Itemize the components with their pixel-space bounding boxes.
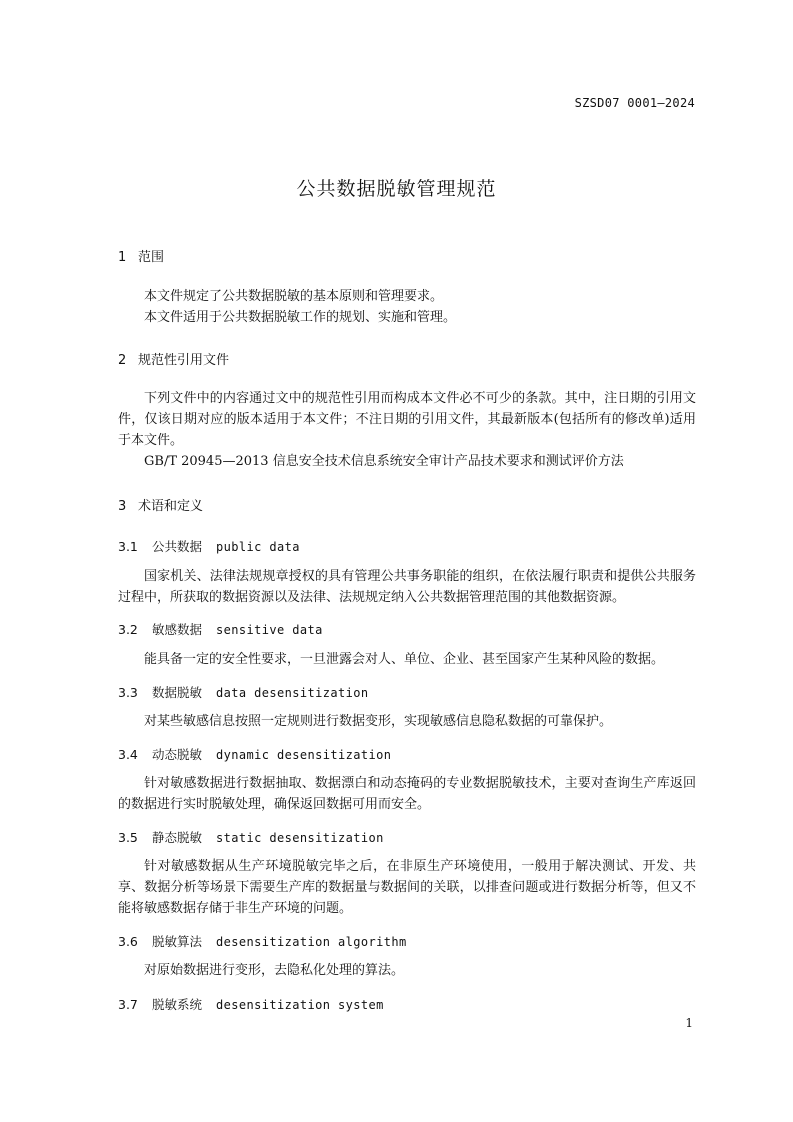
term-english: static desensitization <box>216 831 384 845</box>
term-definition: 能具备一定的安全性要求，一旦泄露会对人、单位、企业、甚至国家产生某种风险的数据。 <box>144 652 665 667</box>
term-number: 3.2 <box>118 622 138 637</box>
term-english: dynamic desensitization <box>216 748 392 762</box>
section-2-heading <box>118 349 229 368</box>
term-definition: 针对敏感数据从生产环境脱敏完毕之后，在非原生产环境使用，一般用于解决测试、开发、共享、数据分析等场景下需要生产库的数据量与数据间的关联，以排查问题或进行数据分析等，但又不能将敏感数据存储于非生产环境的问题。 <box>118 859 696 916</box>
term-chinese: 脱敏算法 <box>152 934 203 949</box>
term-definition: 对某些敏感信息按照一定规则进行数据变形，实现敏感信息隐私数据的可靠保护。 <box>144 714 613 729</box>
section-2-body <box>118 388 696 472</box>
term-heading <box>118 828 384 846</box>
paragraph: 本文件适用于公共数据脱敏工作的规划、实施和管理。 <box>144 310 457 325</box>
reference-entry: GB/T 20945—2013 信息安全技术信息系统安全审计产品技术要求和测试评价方法 <box>144 454 624 469</box>
term-chinese: 公共数据 <box>152 539 203 554</box>
term-number: 3.4 <box>118 747 138 762</box>
term-english: public data <box>216 540 300 554</box>
term-number: 3.6 <box>118 934 138 949</box>
section-3-heading <box>118 495 203 514</box>
term-chinese: 数据脱敏 <box>152 685 203 700</box>
term-definition: 针对敏感数据进行数据抽取、数据漂白和动态掩码的专业数据脱敏技术，主要对查询生产库返回的数据进行实时脱敏处理，确保返回数据可用而安全。 <box>118 776 696 812</box>
term-heading <box>118 620 323 638</box>
page-number: 1 <box>685 1016 693 1030</box>
section-title: 范围 <box>138 250 165 265</box>
section-number: 1 <box>118 250 127 265</box>
section-title: 规范性引用文件 <box>138 353 230 368</box>
term-heading <box>118 683 369 701</box>
term-heading <box>118 932 407 950</box>
section-1-body <box>118 286 696 328</box>
term-number: 3.3 <box>118 685 138 700</box>
term-english: desensitization algorithm <box>216 935 407 949</box>
term-number: 3.1 <box>118 539 138 554</box>
term-definition: 国家机关、法律法规规章授权的具有管理公共事务职能的组织，在依法履行职责和提供公共服务过程中，所获取的数据资源以及法律、法规规定纳入公共数据管理范围的其他数据资源。 <box>118 569 696 605</box>
term-chinese: 动态脱敏 <box>152 747 203 762</box>
term-number: 3.5 <box>118 830 138 845</box>
section-1-heading <box>118 246 164 265</box>
section-title: 术语和定义 <box>138 499 204 514</box>
term-number: 3.7 <box>118 997 138 1012</box>
term-heading <box>118 537 300 555</box>
section-number: 3 <box>118 499 127 514</box>
term-heading <box>118 995 384 1013</box>
paragraph: 下列文件中的内容通过文中的规范性引用而构成本文件必不可少的条款。其中，注日期的引用文件，仅该日期对应的版本适用于本文件；不注日期的引用文件，其最新版本(包括所有的修改单)适用于本文件。 <box>118 391 696 448</box>
document-code: SZSD07 0001—2024 <box>574 96 695 110</box>
term-heading <box>118 745 391 763</box>
term-chinese: 敏感数据 <box>152 622 203 637</box>
document-title: 公共数据脱敏管理规范 <box>296 178 497 200</box>
term-english: desensitization system <box>216 998 384 1012</box>
term-chinese: 脱敏系统 <box>152 997 203 1012</box>
term-english: data desensitization <box>216 686 369 700</box>
paragraph: 本文件规定了公共数据脱敏的基本原则和管理要求。 <box>144 289 444 304</box>
section-number: 2 <box>118 353 127 368</box>
term-chinese: 静态脱敏 <box>152 830 203 845</box>
term-definition: 对原始数据进行变形，去隐私化处理的算法。 <box>144 963 405 978</box>
term-english: sensitive data <box>216 623 323 637</box>
